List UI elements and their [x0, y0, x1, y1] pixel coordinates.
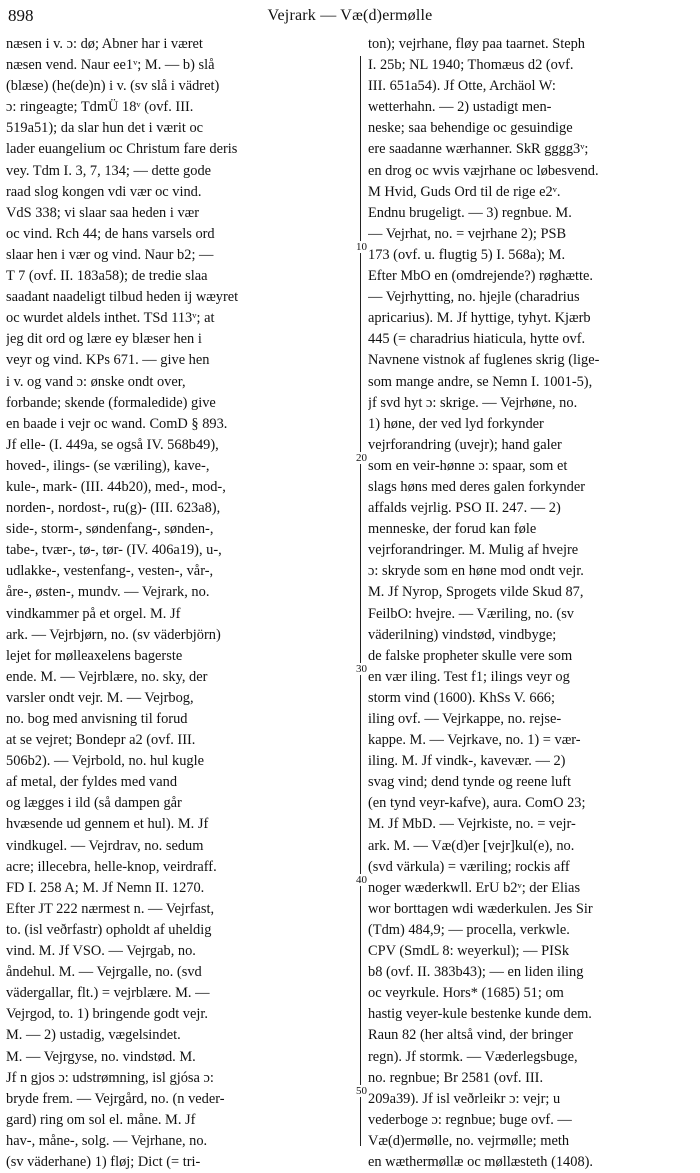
text-line: T 7 (ovf. II. 183a58); de tredie slaa	[6, 268, 208, 285]
text-line: at se vejret; Bondepr a2 (ovf. III.	[6, 732, 196, 749]
text-line: vejrforandring (uvejr); hand galer	[368, 436, 562, 453]
text-line: to. (isl veðrfastr) opholdt af uheldig	[6, 921, 212, 938]
text-line: tabe-, tvær-, tø-, tør- (IV. 406a19), u-,	[6, 542, 222, 559]
text-line: (sv väderhane) 1) fløj; Dict (= tri-	[6, 1153, 201, 1170]
text-line: åre-, østen-, mundv. — Vejrark, no.	[6, 584, 210, 601]
text-line: M. Jf MbD. — Vejrkiste, no. = vejr-	[368, 816, 576, 833]
text-line: iling ovf. — Vejrkappe, no. rejse-	[368, 711, 562, 727]
text-line: slaar hen i vær og vind. Naur b2; —	[6, 246, 214, 263]
text-line: en wæthermøllæ oc møllæsteth (1408).	[368, 1153, 594, 1170]
text-line: hoved-, ilings- (se væriling), kave-,	[6, 457, 210, 474]
text-line: wetterhahn. — 2) ustadigt men-	[368, 99, 552, 116]
text-line: M. — 2) ustadig, vægelsindet.	[6, 1027, 181, 1044]
text-line: hav-, måne-, solg. — Vejrhane, no.	[6, 1132, 208, 1149]
text-line: noger wæderkwll. ErU b2ᵛ; der Elias	[368, 879, 581, 896]
text-line: Efter MbO en (omdrejende?) røghætte.	[368, 268, 593, 285]
text-line: veyr og vind. KPs 671. — give hen	[6, 352, 210, 369]
page-number: 898	[8, 6, 34, 25]
text-line: slags høns med deres galen forkynder	[368, 478, 585, 495]
text-line: (Tdm) 484,9; — procella, verkwle.	[368, 921, 570, 938]
text-line: 173 (ovf. u. flugtig 5) I. 568a); M.	[368, 246, 566, 263]
text-line: M Hvid, Guds Ord til de rige e2ᵛ.	[368, 183, 561, 200]
text-line: vindkammer på et orgel. M. Jf	[6, 605, 181, 622]
text-line: FD I. 258 A; M. Jf Nemn II. 1270.	[6, 879, 205, 896]
text-line: og lægges i ild (så dampen går	[6, 795, 182, 812]
text-line: side-, storm-, søndenfang-, sønden-,	[6, 521, 214, 538]
text-line: I. 25b; NL 1940; Thomæus d2 (ovf.	[368, 57, 574, 74]
text-line: acre; illecebra, helle-knop, veirdraff.	[6, 858, 217, 875]
running-title: Vejrark — Væ(d)ermølle	[267, 7, 433, 24]
text-line: Raun 82 (her altså vind, der bringer	[368, 1027, 574, 1044]
text-line: no. bog med anvisning til forud	[6, 711, 188, 727]
text-line: vindkugel. — Vejrdrav, no. sedum	[6, 837, 204, 854]
text-line: Jf elle- (I. 449a, se også IV. 568b49),	[6, 436, 219, 453]
text-line: neske; saa behendige oc gesuindige	[368, 120, 573, 137]
text-line: Navnene vistnok af fuglenes skrig (lige-	[368, 352, 600, 369]
text-line: næsen i v. ɔ: dø; Abner har i været	[6, 36, 203, 52]
text-line: apricarius). M. Jf hyttige, tyhyt. Kjærb	[368, 310, 591, 327]
text-line: kappe. M. — Vejrkave, no. 1) = vær-	[368, 732, 581, 749]
text-line: VdS 338; vi slaar saa heden i vær	[6, 204, 200, 221]
text-line: Endnu brugeligt. — 3) regnbue. M.	[368, 204, 572, 221]
left-column	[6, 34, 354, 1173]
text-line: regn). Jf stormk. — Væderlegsbuge,	[368, 1048, 578, 1065]
text-line: — Vejrhat, no. = vejrhane 2); PSB	[368, 225, 567, 242]
text-line: lader euangelium oc Christum fare deris	[6, 141, 238, 158]
text-line: — Vejrhytting, no. hjejle (charadrius	[368, 289, 580, 306]
text-line: Efter JT 222 nærmest n. — Vejrfast,	[6, 900, 215, 917]
column-divider	[360, 56, 361, 1146]
text-line: storm vind (1600). KhSs V. 666;	[368, 689, 555, 706]
text-line: 445 (= charadrius hiaticula, hytte ovf.	[368, 331, 586, 348]
text-line: ɔ: ringeagte; TdmÜ 18ᵛ (ovf. III.	[6, 99, 194, 116]
text-line: M. Jf Nyrop, Sprogets vilde Skud 87,	[368, 584, 584, 601]
line-number-10: 10	[356, 241, 367, 253]
text-line: M. — Vejrgyse, no. vindstød. M.	[6, 1048, 196, 1065]
text-line: Jf n gjos ɔ: udstrømning, isl gjósa ɔ:	[6, 1069, 214, 1086]
text-line: vädergallar, flt.) = vejrblære. M. —	[6, 985, 210, 1002]
text-line: jeg dit ord og lære ey blæser hen i	[6, 331, 202, 348]
text-line: en vær iling. Test f1; ilings veyr og	[368, 668, 570, 685]
text-line: no. regnbue; Br 2581 (ovf. III.	[368, 1069, 544, 1086]
text-line: som en veir-hønne ɔ: spaar, som et	[368, 457, 568, 474]
page-header	[6, 4, 694, 30]
text-line: väderilning) vindstød, vindbyge;	[368, 626, 557, 643]
text-line: næsen vend. Naur ee1ᵛ; M. — b) slå	[6, 57, 215, 74]
text-line: hastig veyer-kule bestenke kunde dem.	[368, 1006, 592, 1023]
text-line: Vejrgod, to. 1) bringende godt vejr.	[6, 1006, 208, 1023]
text-line: (blæse) (he(de)n) i v. (sv slå i vädret)	[6, 78, 220, 95]
text-line: affalds vejrlig. PSO II. 247. — 2)	[368, 500, 561, 517]
text-line: svag vind; dend tynde og reene luft	[368, 774, 572, 791]
text-line: 209a39). Jf isl veðrleikr ɔ: vejr; u	[368, 1090, 561, 1107]
text-line: forbande; skende (formaledide) give	[6, 394, 216, 411]
text-line: wor borttagen wdi wæderkulen. Jes Sir	[368, 900, 593, 917]
text-line: (svd värkula) = væriling; rockis aff	[368, 858, 570, 875]
text-line: oc wurdet aldels inthet. TSd 113ᵛ; at	[6, 310, 215, 327]
text-line: kule-, mark- (III. 44b20), med-, mod-,	[6, 478, 226, 495]
text-line: Væ(d)ermølle, no. vejrmølle; meth	[368, 1132, 570, 1149]
text-line: 506b2). — Vejrbold, no. hul kugle	[6, 753, 204, 770]
text-line: en baade i vejr oc wand. ComD § 893.	[6, 415, 228, 432]
text-line: vejrforandringer. M. Mulig af hvejre	[368, 542, 579, 559]
text-line: udlakke-, vestenfang-, vesten-, vår-,	[6, 563, 214, 580]
text-line: åndehul. M. — Vejrgalle, no. (svd	[6, 964, 202, 981]
text-line: gard) ring om sol el. måne. M. Jf	[6, 1111, 196, 1128]
text-line: vederboge ɔ: regnbue; buge ovf. —	[368, 1111, 572, 1128]
text-line: III. 651a54). Jf Otte, Archäol W:	[368, 78, 556, 95]
text-line: ark. — Vejrbjørn, no. (sv väderbjörn)	[6, 626, 221, 643]
text-line: bryde frem. — Vejrgård, no. (n veder-	[6, 1090, 225, 1107]
line-number-20: 20	[356, 452, 367, 464]
text-line: i v. og vand ɔ: ønske ondt over,	[6, 373, 186, 390]
text-line: saadant naadeligt tilbud heden ij wæyret	[6, 289, 239, 306]
text-line: 519a51); da slar hun det i værit oc	[6, 120, 204, 137]
text-line: iling. M. Jf vindk-, kavevær. — 2)	[368, 753, 566, 770]
text-line: de falske propheter skulle vere som	[368, 647, 573, 664]
text-line: som mange andre, se Nemn I. 1001-5),	[368, 373, 593, 390]
text-line: b8 (ovf. II. 383b43); — en liden iling	[368, 964, 584, 981]
text-line: vind. M. Jf VSO. — Vejrgab, no.	[6, 943, 196, 960]
text-line: jf svd hyt ɔ: skrige. — Vejrhøne, no.	[368, 394, 578, 411]
text-line: oc vind. Rch 44; de hans varsels ord	[6, 225, 215, 242]
text-line: 1) høne, der ved lyd forkynder	[368, 415, 544, 432]
text-line: af metal, der fyldes med vand	[6, 774, 178, 791]
line-number-40: 40	[356, 874, 367, 886]
text-line: vey. Tdm I. 3, 7, 134; — dette gode	[6, 162, 212, 179]
text-line: norden-, nordost-, ru(g)- (III. 623a8),	[6, 500, 221, 517]
text-line: menneske, der forud kan føle	[368, 521, 537, 538]
text-line: oc veyrkule. Hors* (1685) 51; om	[368, 985, 564, 1002]
text-line: CPV (SmdL 8: weyerkul); — PISk	[368, 943, 570, 960]
text-line: varsler ondt vejr. M. — Vejrbog,	[6, 689, 194, 706]
text-line: raad slog kongen vdi vær oc vind.	[6, 183, 202, 200]
text-line: ere saadanne wærhanner. SkR gggg3ᵛ;	[368, 141, 589, 158]
text-line: FeilbO: hvejre. — Væriling, no. (sv	[368, 605, 574, 622]
line-number-30: 30	[356, 663, 367, 675]
text-line: ton); vejrhane, fløy paa taarnet. Steph	[368, 36, 585, 52]
right-column	[368, 34, 698, 1173]
line-number-50: 50	[356, 1085, 367, 1097]
text-line: ɔ: skryde som en høne mod ondt vejr.	[368, 563, 584, 580]
text-line: en drog oc wvis væjrhane oc løbesvend.	[368, 162, 599, 179]
text-line: ende. M. — Vejrblære, no. sky, der	[6, 668, 208, 685]
text-line: lejet for møllеaxelens bagerste	[6, 647, 183, 664]
text-line: ark. M. — Væ(d)er [vejr]kul(e), no.	[368, 837, 575, 854]
text-line: hvæsende ud gennem et hul). M. Jf	[6, 816, 209, 833]
text-line: (en tynd veyr-kafve), aura. ComO 23;	[368, 795, 586, 812]
